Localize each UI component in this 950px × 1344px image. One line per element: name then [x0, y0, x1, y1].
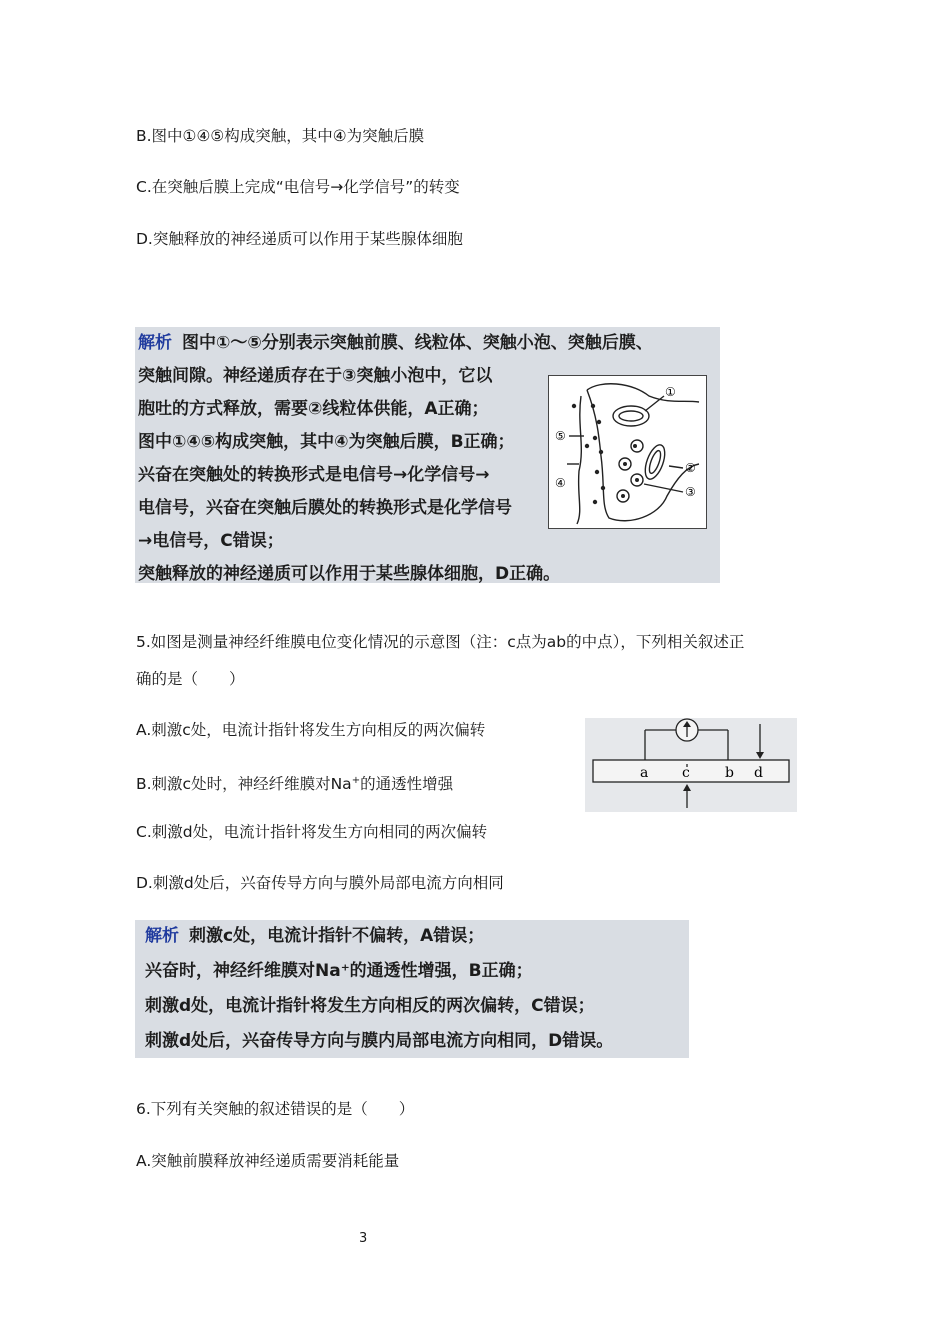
analysis-line: 突触间隙。神经递质存在于③突触小泡中，它以 [138, 366, 493, 386]
analysis-box-2 [135, 920, 689, 1058]
label-3: ③ [685, 485, 696, 499]
question-5-stem-2: 确的是（ ） [136, 670, 245, 688]
analysis-line: 解析 图中①～⑤分别表示突触前膜、线粒体、突触小泡、突触后膜、 [138, 333, 653, 353]
option-c: C.在突触后膜上完成“电信号→化学信号”的转变 [136, 178, 460, 196]
analysis-line: 图中①④⑤构成突触，其中④为突触后膜，B正确； [138, 432, 515, 452]
analysis-line: 兴奋时，神经纤维膜对Na⁺的通透性增强，B正确； [145, 961, 533, 981]
label-c: c [682, 765, 690, 781]
question-6-stem: 6.下列有关突触的叙述错误的是（ ） [136, 1100, 415, 1118]
option-d: D.突触释放的神经递质可以作用于某些腺体细胞 [136, 230, 463, 248]
option-b: B.图中①④⑤构成突触，其中④为突触后膜 [136, 127, 425, 145]
label-2: ② [685, 461, 696, 475]
analysis-box-1 [135, 327, 720, 583]
analysis-keyword: 解析 [138, 333, 172, 353]
synapse-diagram [548, 375, 707, 529]
analysis-line: 刺激d处后，兴奋传导方向与膜内局部电流方向相同，D错误。 [145, 1031, 614, 1051]
analysis-line: 刺激d处，电流计指针将发生方向相反的两次偏转，C错误； [145, 996, 595, 1016]
analysis-line: 胞吐的方式释放，需要②线粒体供能，A正确； [138, 399, 489, 419]
analysis-line: →电信号，C错误； [138, 531, 284, 551]
label-b: b [725, 765, 734, 781]
label-1: ① [665, 385, 676, 399]
label-d: d [754, 765, 763, 781]
analysis-line: 电信号，兴奋在突触后膜处的转换形式是化学信号 [138, 498, 512, 518]
analysis-line: 突触释放的神经递质可以作用于某些腺体细胞，D正确。 [138, 564, 561, 584]
option-a: A.突触前膜释放神经递质需要消耗能量 [136, 1152, 400, 1170]
option-a: A.刺激c处，电流计指针将发生方向相反的两次偏转 [136, 721, 486, 739]
page-number: 3 [359, 1231, 368, 1246]
analysis-line: 兴奋在突触处的转换形式是电信号→化学信号→ [138, 465, 490, 485]
analysis-keyword: 解析 [145, 926, 179, 946]
option-b: B.刺激c处时，神经纤维膜对Na+的通透性增强 [136, 775, 454, 794]
nerve-fiber-diagram [585, 718, 797, 812]
question-5-stem-1: 5.如图是测量神经纤维膜电位变化情况的示意图（注：c点为ab的中点），下列相关叙述正 [136, 633, 745, 651]
option-c: C.刺激d处，电流计指针将发生方向相同的两次偏转 [136, 823, 488, 841]
label-4: ④ [555, 476, 566, 490]
label-a: a [640, 765, 649, 781]
analysis-line: 解析 刺激c处，电流计指针不偏转，A错误； [145, 926, 485, 946]
label-5: ⑤ [555, 429, 566, 443]
option-d: D.刺激d处后，兴奋传导方向与膜外局部电流方向相同 [136, 874, 504, 892]
